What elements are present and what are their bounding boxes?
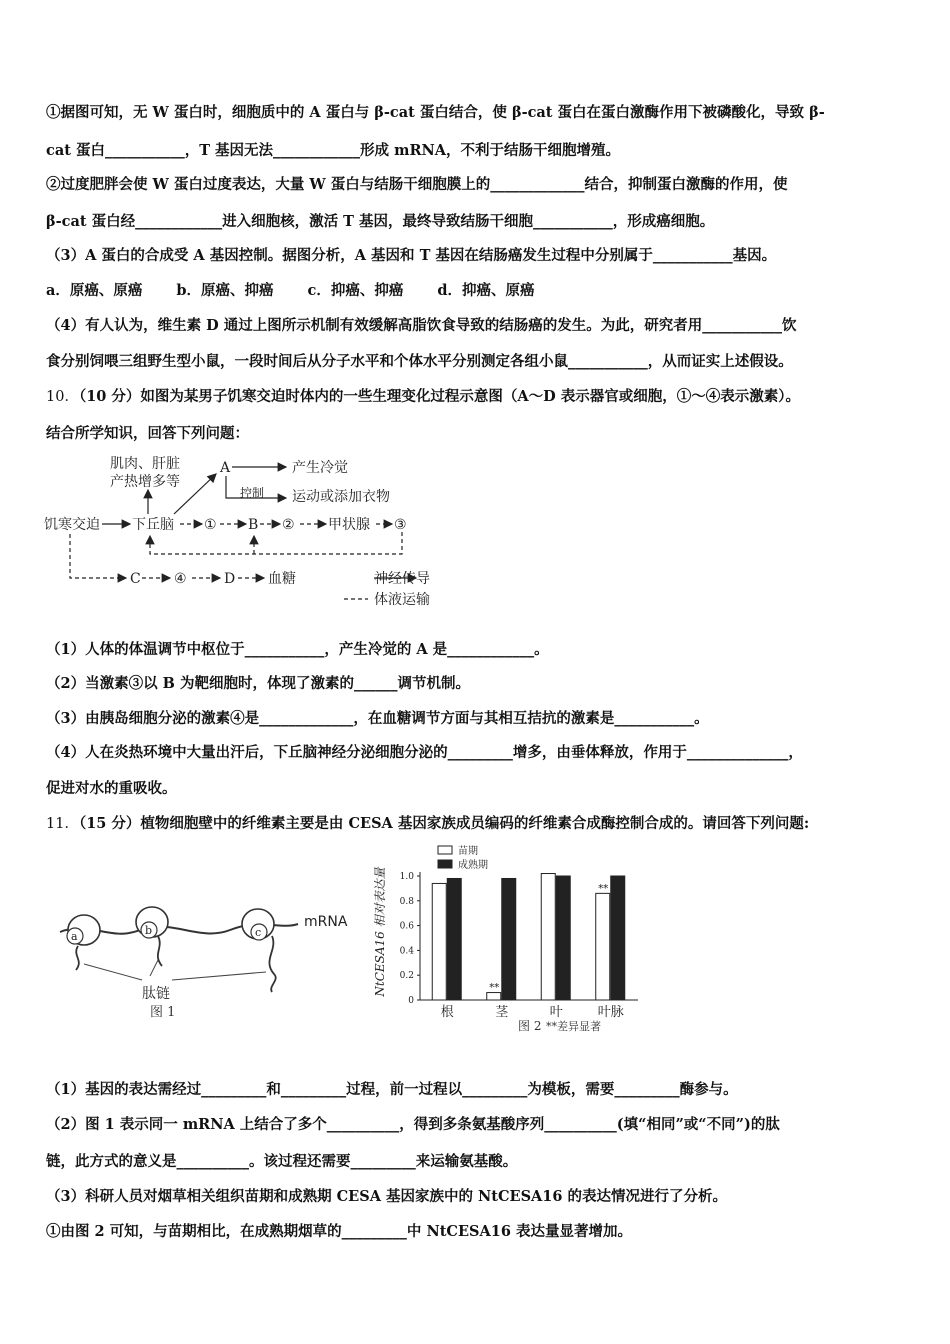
- bar-mature-2: [502, 878, 516, 1000]
- blood-sugar-label: 血糖: [268, 571, 296, 587]
- y-tick-label: 0: [408, 996, 414, 1006]
- heat-production-label: 产热增多等: [110, 474, 180, 490]
- x-tick-label: 茎: [495, 1005, 509, 1020]
- clothes-label: 运动或添加衣物: [292, 489, 390, 505]
- peptide-label: 肽链: [142, 986, 170, 1002]
- legend-nerve-label: 神经传导: [374, 571, 430, 587]
- x-tick-label: 叶脉: [597, 1005, 624, 1020]
- q11-stem: [46, 814, 809, 834]
- legend-mature-swatch: [438, 860, 452, 868]
- figure-1-caption: 图 1: [150, 1005, 176, 1020]
- q9-line-3: ②过度肥胖会使 W 蛋白过度表达，大量 W 蛋白与结肠干细胞膜上的_____________结合，抑制蛋白激酶的作用，使: [46, 176, 788, 193]
- q10-part3: （3）由胰岛细胞分泌的激素④是_____________，在血糖调节方面与其相互拮抗的激素是___________。: [46, 710, 709, 727]
- q10-stem-text: （10 分）如图为某男子饥寒交迫时体内的一些生理变化过程示意图（A～D 表示器官或细胞，①～④表示激素）。: [78, 388, 801, 405]
- significance-note: **差异显著: [546, 1020, 601, 1033]
- node-C: C: [130, 571, 141, 587]
- bar-mature-1: [447, 878, 461, 1000]
- figure-2-caption: 图 2: [518, 1019, 542, 1033]
- option-a: a．原癌、原癌: [46, 282, 143, 299]
- q9-line-1: ①据图可知，无 W 蛋白时，细胞质中的 A 蛋白与 β-cat 蛋白结合，使 β-cat 蛋白在蛋白激酶作用下被磷酸化，导致 β-: [46, 104, 825, 121]
- bar-seedling-4: [596, 893, 610, 1000]
- q9-part4-line-1: （4）有人认为，维生素 D 通过上图所示机制有效缓解高脂饮食导致的结肠癌的发生。为此，研究者用___________饮: [46, 317, 797, 334]
- q9-line-4: β-cat 蛋白经____________进入细胞核，激活 T 基因，最终导致结肠干细胞___________，形成癌细胞。: [46, 213, 715, 230]
- y-tick-label: 0.4: [399, 946, 414, 957]
- hypothalamus-label: 下丘脑: [132, 517, 174, 533]
- option-b: b．原癌、抑癌: [176, 282, 274, 299]
- regulation-diagram: [44, 452, 464, 614]
- cold-feeling-label: 产生冷觉: [292, 460, 348, 476]
- hormone-2: ②: [282, 517, 295, 533]
- hormone-4: ④: [174, 571, 187, 587]
- q10-number: 10．: [46, 389, 79, 405]
- x-tick-label: 根: [440, 1005, 454, 1020]
- ribosome-a-label: a: [71, 930, 78, 943]
- significance-marker: **: [489, 982, 500, 994]
- q11-part1: （1）基因的表达需经过_________和_________过程，前一过程以_________为模板，需要_________酶参与。: [46, 1081, 738, 1098]
- y-tick-label: 0.8: [399, 896, 414, 907]
- bar-seedling-2: [487, 993, 501, 1000]
- q10-part4-line-1: （4）人在炎热环境中大量出汗后，下丘脑神经分泌细胞分泌的_________增多，由垂体释放，作用于______________，: [46, 744, 803, 761]
- q11-part2-line-2: 链，此方式的意义是__________。该过程还需要_________来运输氨基酸。: [46, 1153, 518, 1170]
- ribosome-b-label: b: [145, 924, 153, 937]
- q11-stem-text: （15 分）植物细胞壁中的纤维素主要是由 CESA 基因家族成员编码的纤维素合成酶控制合成的。请回答下列问题:: [78, 815, 810, 832]
- legend-seedling-swatch: [438, 846, 452, 854]
- q11-number: 11．: [46, 816, 79, 832]
- option-c: c．抑癌、抑癌: [307, 282, 404, 299]
- bar-mature-4: [611, 876, 625, 1000]
- y-tick-label: 0.2: [399, 971, 414, 982]
- x-tick-label: 叶: [549, 1005, 563, 1020]
- significance-marker: **: [598, 883, 609, 895]
- chart-ylabel: NtCESA16 相对表达量: [373, 867, 387, 997]
- bar-mature-3: [556, 876, 570, 1000]
- control-label: 控制: [240, 486, 265, 500]
- legend-fluid-label: 体液运输: [374, 592, 430, 608]
- hormone-3: ③: [394, 517, 407, 533]
- q9-line-2: cat 蛋白___________，T 基因无法____________形成 mRNA，不利于结肠干细胞增殖。: [46, 142, 621, 159]
- node-A: A: [220, 460, 231, 476]
- ribosome-c-label: c: [255, 926, 262, 939]
- legend-seedling-label: 苗期: [458, 846, 478, 857]
- q10-part4-line-2: 促进对水的重吸收。: [46, 780, 177, 797]
- muscle-liver-label: 肌肉、肝脏: [110, 456, 180, 472]
- q10-part1: （1）人体的体温调节中枢位于___________，产生冷觉的 A 是____________。: [46, 641, 549, 658]
- q10-stem-2: 结合所学知识，回答下列问题：: [46, 425, 249, 442]
- mrna-label: mRNA: [304, 914, 348, 930]
- q11-part3-1: ①由图 2 可知，与苗期相比，在成熟期烟草的_________中 NtCESA16 表达量显著增加。: [46, 1223, 632, 1240]
- hunger-cold-label: 饥寒交迫: [44, 517, 100, 533]
- q9-part3: （3）A 蛋白的合成受 A 基因控制。据图分析，A 基因和 T 基因在结肠癌发生过程中分别属于___________基因。: [46, 247, 777, 264]
- figure-1-polysome: [50, 890, 370, 1030]
- node-B: B: [248, 517, 259, 533]
- q9-options: [46, 281, 569, 301]
- y-tick-label: 0.6: [399, 921, 414, 932]
- bar-seedling-3: [541, 874, 555, 1000]
- q10-part2: （2）当激素③以 B 为靶细胞时，体现了激素的______调节机制。: [46, 675, 470, 692]
- q11-part2-line-1: （2）图 1 表示同一 mRNA 上结合了多个__________，得到多条氨基酸序列__________(填“相同”或“不同”)的肽: [46, 1116, 780, 1133]
- q11-part3: （3）科研人员对烟草相关组织苗期和成熟期 CESA 基因家族中的 NtCESA16 的表达情况进行了分析。: [46, 1188, 728, 1205]
- legend-mature-label: 成熟期: [458, 860, 488, 871]
- y-tick-label: 1.0: [399, 872, 414, 882]
- bar-seedling-1: [432, 883, 446, 1000]
- hormone-1: ①: [204, 517, 217, 533]
- node-D: D: [224, 571, 236, 587]
- q10-stem: [46, 387, 800, 407]
- option-d: d．抑癌、原癌: [437, 282, 535, 299]
- thyroid-label: 甲状腺: [328, 517, 370, 533]
- figure-2-bar-chart: [370, 842, 650, 1038]
- q9-part4-line-2: 食分别饲喂三组野生型小鼠，一段时间后从分子水平和个体水平分别测定各组小鼠___________，从而证实上述假设。: [46, 353, 793, 370]
